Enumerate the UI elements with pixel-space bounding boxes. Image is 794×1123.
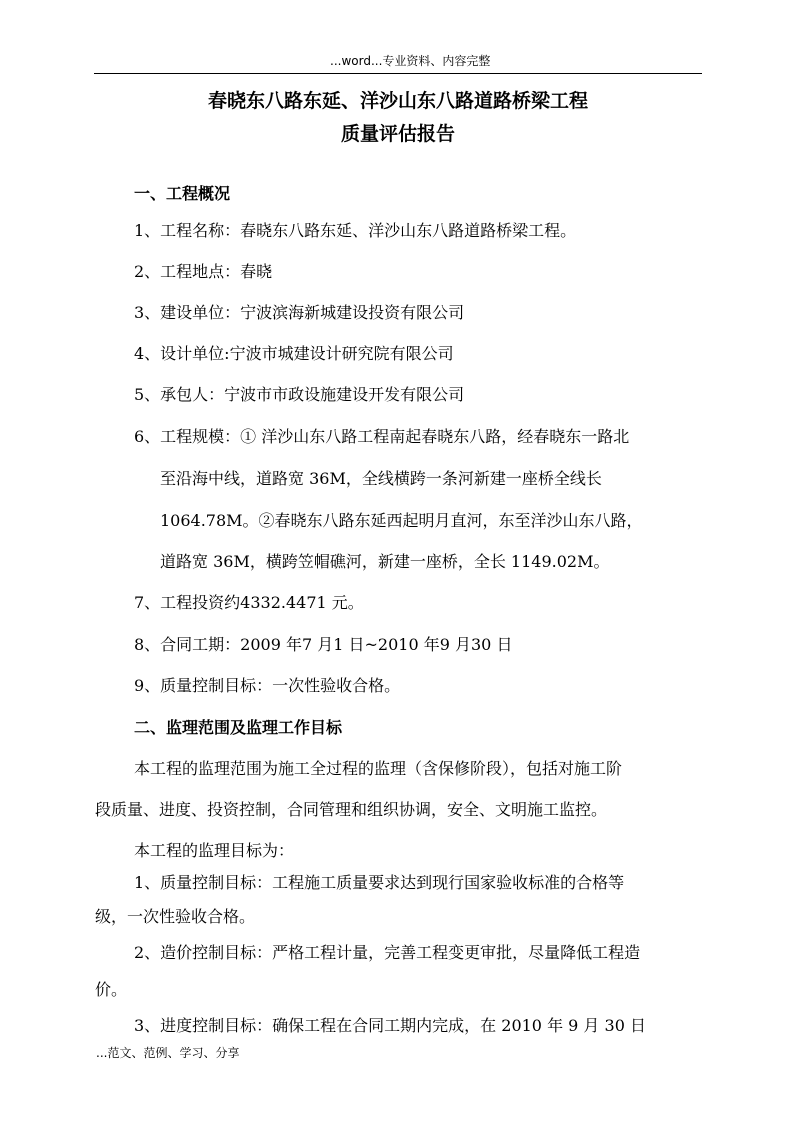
list-item: 2、工程地点：春晓 (134, 262, 273, 281)
goal-item: 2、造价控制目标：严格工程计量，完善工程变更审批，尽量降低工程造 (134, 943, 641, 962)
goal-item-continued: 价。 (95, 980, 128, 999)
list-item-scale-continued: 1064.78M。②春晓东八路东延西起明月直河，东至洋沙山东八路， (160, 511, 643, 530)
list-item: 3、建设单位：宁波滨海新城建设投资有限公司 (134, 303, 465, 322)
page-header: ...word...专业资料、内容完整 (330, 54, 491, 68)
list-item-scale-continued: 道路宽 36M，横跨笠帽礁河，新建一座桥，全长 1149.02M。 (160, 552, 610, 571)
list-item: 9、质量控制目标：一次性验收合格。 (134, 676, 401, 695)
goal-item: 1、质量控制目标：工程施工质量要求达到现行国家验收标准的合格等 (134, 873, 625, 892)
list-item: 1、工程名称：春晓东八路东延、洋沙山东八路道路桥梁工程。 (134, 221, 577, 240)
section-heading-scope: 二、监理范围及监理工作目标 (134, 718, 343, 737)
document-subtitle: 质量评估报告 (340, 123, 455, 145)
paragraph: 本工程的监理目标为： (134, 841, 295, 860)
page-footer: ...范文、范例、学习、分享 (96, 1046, 240, 1060)
goal-item: 3、进度控制目标：确保工程在合同工期内完成，在 2010 年 9 月 30 日 (134, 1016, 646, 1035)
document-title: 春晓东八路东延、洋沙山东八路道路桥梁工程 (207, 90, 588, 112)
list-item: 5、承包人：宁波市市政设施建设开发有限公司 (134, 385, 465, 404)
list-item-scale: 6、工程规模：① 洋沙山东八路工程南起春晓东八路，经春晓东一路北 (134, 427, 630, 446)
list-item: 8、合同工期：2009 年7 月1 日~2010 年9 月30 日 (134, 635, 513, 654)
section-heading-overview: 一、工程概况 (134, 184, 231, 203)
paragraph-continued: 段质量、进度、投资控制，合同管理和组织协调，安全、文明施工监控。 (95, 800, 608, 819)
list-item: 7、工程投资约4332.4471 元。 (134, 593, 364, 612)
header-divider (94, 73, 702, 74)
goal-item-continued: 级，一次性验收合格。 (95, 907, 256, 926)
list-item: 4、设计单位:宁波市城建设计研究院有限公司 (134, 344, 454, 363)
list-item-scale-continued: 至沿海中线，道路宽 36M，全线横跨一条河新建一座桥全线长 (160, 469, 602, 488)
paragraph: 本工程的监理范围为施工全过程的监理（含保修阶段），包括对施工阶 (134, 759, 623, 778)
